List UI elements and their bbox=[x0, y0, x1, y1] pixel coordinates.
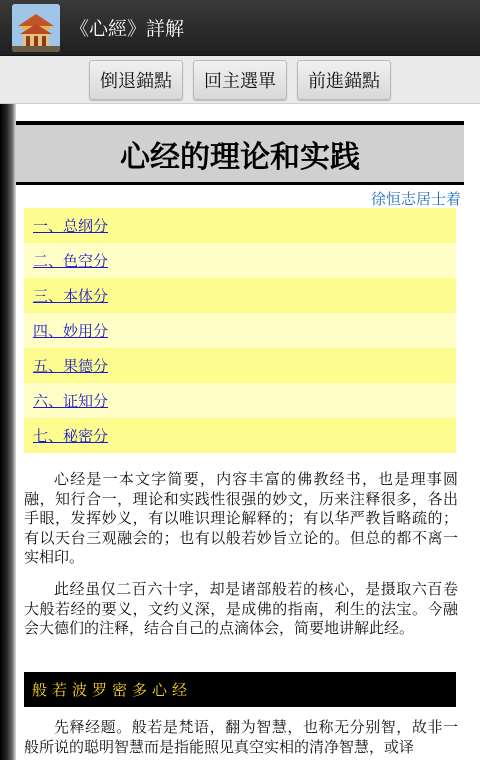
author-link[interactable]: 徐恒志居士着 bbox=[370, 190, 461, 208]
title-bar bbox=[0, 0, 480, 56]
toc-item bbox=[24, 348, 456, 383]
toc-link-4[interactable]: 四、妙用分 bbox=[33, 322, 109, 340]
body-paragraph: 先释经题。般若是梵语，翻为智慧，也称无分别智，故非一般所说的聪明智慧而是指能照见真空实相的清净智慧，或译 bbox=[24, 718, 458, 756]
intro-paragraph: 心经是一本文字简要，内容丰富的佛教经书，也是理事圆融，知行合一，理论和实践性很强的妙文，历来注释很多，各出手眼，发挥妙义，有以唯识理论解释的；有以华严教旨略疏的；有以天台三观融会的；也有以般若妙旨立论的。但总的都不离一实相印。 bbox=[24, 470, 458, 567]
forward-anchor-button[interactable]: 前進錨點 bbox=[297, 60, 391, 100]
toc-link-1[interactable]: 一、总纲分 bbox=[33, 217, 109, 235]
toc-link-2[interactable]: 二、色空分 bbox=[33, 252, 109, 270]
page-title-box bbox=[16, 121, 464, 185]
toc-item bbox=[24, 278, 456, 313]
document-view[interactable] bbox=[0, 104, 480, 760]
navigation-toolbar bbox=[0, 56, 480, 104]
toc-link-7[interactable]: 七、秘密分 bbox=[33, 427, 109, 445]
toc-item bbox=[24, 313, 456, 348]
toc-item bbox=[24, 208, 456, 243]
toc-link-3[interactable]: 三、本体分 bbox=[33, 287, 109, 305]
section-header bbox=[24, 672, 456, 707]
back-anchor-button[interactable]: 倒退錨點 bbox=[89, 60, 183, 100]
main-menu-button[interactable]: 回主選單 bbox=[193, 60, 287, 100]
summary-paragraph: 此经虽仅二百六十字，却是诸部般若的核心，是摄取六百卷大般若经的要义，文约义深，是成佛的指南，利生的法宝。今融会大德们的注释，结合自己的点滴体会，简要地讲解此经。 bbox=[24, 580, 458, 638]
table-of-contents bbox=[24, 208, 456, 453]
toc-link-5[interactable]: 五、果德分 bbox=[33, 357, 109, 375]
section-title: 般若波罗密多心经 bbox=[32, 681, 193, 699]
temple-app-icon bbox=[12, 4, 60, 52]
toc-item bbox=[24, 418, 456, 453]
toc-item bbox=[24, 243, 456, 278]
page-edge-shadow bbox=[0, 104, 16, 760]
page-title: 心经的理论和实践 bbox=[120, 139, 360, 175]
app-title: 《心經》詳解 bbox=[70, 18, 185, 40]
toc-link-6[interactable]: 六、证知分 bbox=[33, 392, 109, 410]
toc-item bbox=[24, 383, 456, 418]
